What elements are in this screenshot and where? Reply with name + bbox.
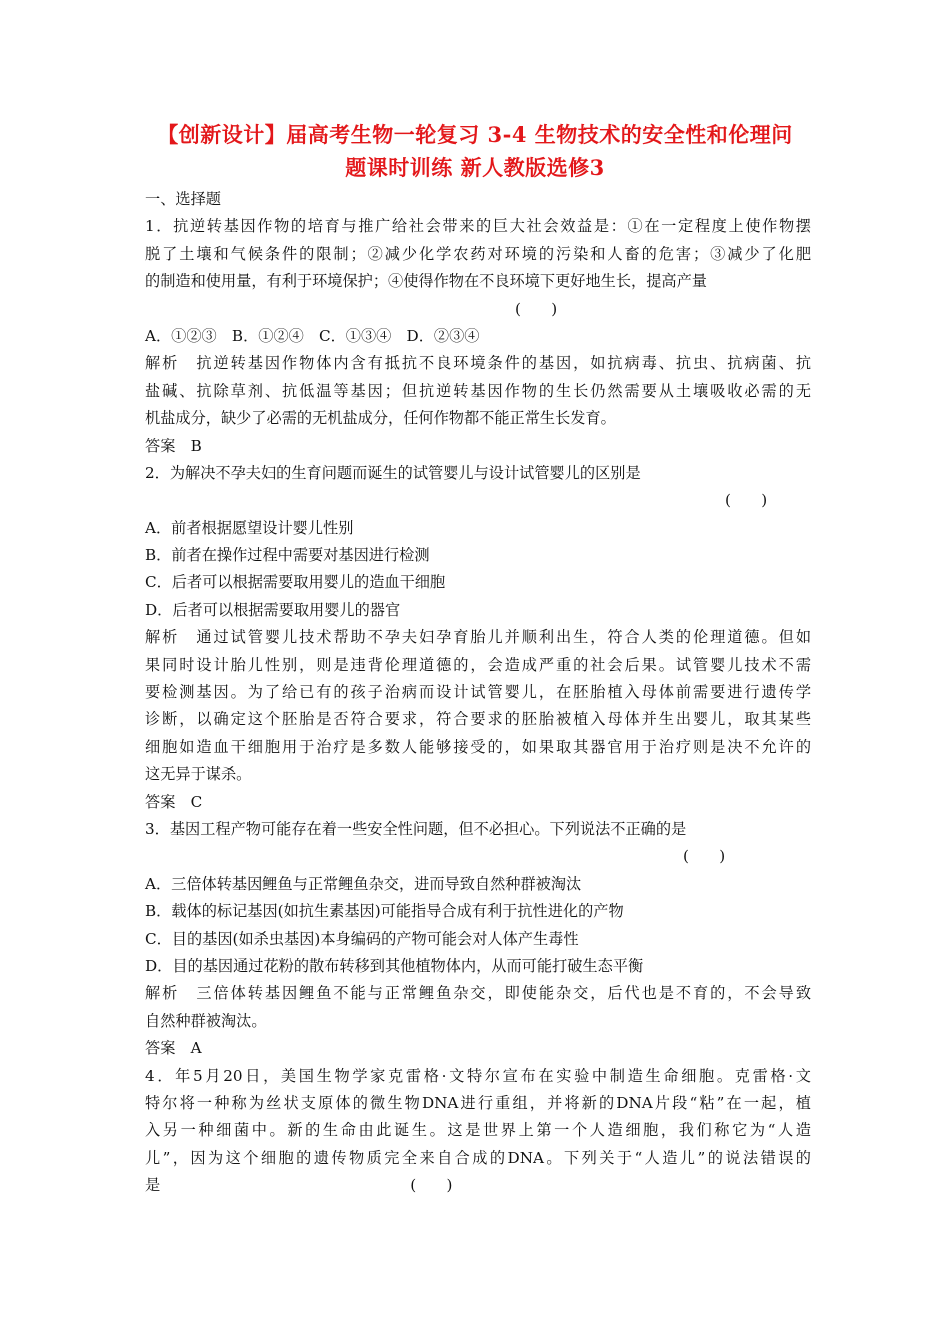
q2-analysis-line: 诊断，以确定这个胚胎是否符合要求，符合要求的胚胎被植入母体并生出婴儿，取其某些 — [145, 710, 811, 729]
q1-stem-line: 1．抗逆转基因作物的培育与推广给社会带来的巨大社会效益是：①在一定程度上使作物摆 — [145, 217, 811, 236]
q2-analysis-line: 果同时设计胎儿性别，则是违背伦理道德的，会造成严重的社会后果。试管婴儿技术不需 — [145, 655, 811, 674]
q3-option-d: D．目的基因通过花粉的散布转移到其他植物体内，从而可能打破生态平衡 — [145, 956, 644, 975]
title-line-1: 【创新设计】届高考生物一轮复习 3-4 生物技术的安全性和伦理问 — [157, 122, 793, 147]
q1-options: A．①②③ B．①②④ C．①③④ D．②③④ — [145, 326, 480, 345]
q4-stem-line: 4．年5月20日，美国生物学家克雷格·文特尔宣布在实验中制造生命细胞。克雷格·文 — [145, 1066, 811, 1085]
q2-option-b: B．前者在操作过程中需要对基因进行检测 — [145, 546, 430, 565]
document-body — [145, 186, 811, 1199]
q3-option-b: B．载体的标记基因(如抗生素基因)可能指导合成有利于抗性进化的产物 — [145, 902, 624, 921]
section-heading: 一、选择题 — [145, 190, 221, 208]
q4-stem-last-word: 是 — [145, 1176, 161, 1195]
q1-answer-paren: ( ) — [515, 299, 558, 318]
q3-option-c: C．目的基因(如杀虫基因)本身编码的产物可能会对人体产生毒性 — [145, 929, 579, 948]
q2-analysis-line: 细胞如造血干细胞用于治疗是多数人能够接受的，如果取其器官用于治疗则是决不允许的 — [145, 737, 811, 756]
q2-option-a: A．前者根据愿望设计婴儿性别 — [145, 518, 354, 537]
q1-analysis-line: 解析 抗逆转基因作物体内含有抵抗不良环境条件的基因，如抗病毒、抗虫、抗病菌、抗 — [145, 354, 811, 373]
q2-analysis-line: 要检测基因。为了给已有的孩子治病而设计试管婴儿，在胚胎植入母体前需要进行遗传学 — [145, 683, 811, 702]
q2-answer-paren: ( ) — [725, 491, 768, 510]
q1-stem-line: 脱了土壤和气候条件的限制；②减少化学农药对环境的污染和人畜的危害；③减少了化肥 — [145, 244, 811, 263]
q3-answer: 答案 A — [145, 1039, 202, 1058]
q3-stem: 3．基因工程产物可能存在着一些安全性问题，但不必担心。下列说法不正确的是 — [145, 819, 687, 838]
document-title — [120, 118, 830, 184]
q3-option-a: A．三倍体转基因鲤鱼与正常鲤鱼杂交，进而导致自然种群被淘汰 — [145, 874, 582, 893]
q3-analysis-line: 自然种群被淘汰。 — [145, 1011, 267, 1030]
q4-stem-last-line — [145, 1172, 811, 1199]
q3-analysis-line: 解析 三倍体转基因鲤鱼不能与正常鲤鱼杂交，即使能杂交，后代也是不育的，不会导致 — [145, 984, 811, 1003]
q4-stem-line: 特尔将一种称为丝状支原体的微生物DNA进行重组，并将新的DNA片段“粘”在一起，植 — [145, 1093, 811, 1112]
q2-stem: 2．为解决不孕夫妇的生育问题而诞生的试管婴儿与设计试管婴儿的区别是 — [145, 463, 641, 482]
q4-stem-line: 儿”，因为这个细胞的遗传物质完全来自合成的DNA。下列关于“人造儿”的说法错误的 — [145, 1148, 811, 1167]
q1-answer: 答案 B — [145, 436, 202, 455]
q4-answer-paren: ( ) — [410, 1176, 453, 1195]
q1-stem-line: 的制造和使用量，有利于环境保护；④使得作物在不良环境下更好地生长，提高产量 — [145, 272, 707, 291]
q2-option-c: C．后者可以根据需要取用婴儿的造血干细胞 — [145, 573, 446, 592]
q2-answer: 答案 C — [145, 792, 203, 811]
title-line-2: 题课时训练 新人教版选修3 — [345, 155, 605, 180]
q4-stem-line: 入另一种细菌中。新的生命由此诞生。这是世界上第一个人造细胞，我们称它为“人造 — [145, 1121, 811, 1140]
q3-answer-paren: ( ) — [683, 847, 726, 866]
q1-analysis-line: 盐碱、抗除草剂、抗低温等基因；但抗逆转基因作物的生长仍然需要从土壤吸收必需的无 — [145, 381, 811, 400]
q2-analysis-line: 这无异于谋杀。 — [145, 765, 252, 784]
q1-analysis-line: 机盐成分，缺少了必需的无机盐成分，任何作物都不能正常生长发育。 — [145, 409, 616, 428]
q2-analysis-line: 解析 通过试管婴儿技术帮助不孕夫妇孕育胎儿并顺利出生，符合人类的伦理道德。但如 — [145, 628, 811, 647]
q2-option-d: D．后者可以根据需要取用婴儿的器官 — [145, 600, 401, 619]
